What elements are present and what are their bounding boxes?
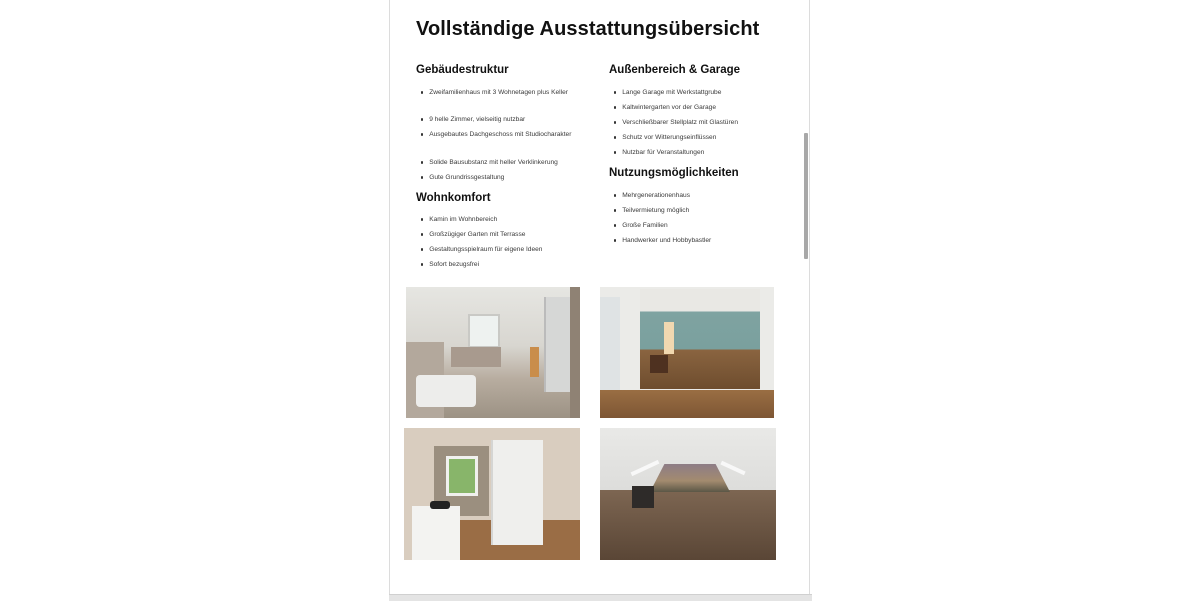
list-item: Große Familien — [613, 222, 668, 229]
bullet-icon — [614, 209, 616, 211]
list-item: Lange Garage mit Werkstattgrube — [613, 89, 721, 96]
bullet-icon — [614, 239, 616, 241]
scrollbar[interactable] — [804, 133, 808, 259]
list-item: Verschließbarer Stellplatz mit Glastüren — [613, 119, 738, 126]
photo-bathroom — [406, 287, 580, 418]
photo-bedroom — [404, 428, 580, 560]
heading-wohnkomfort: Wohnkomfort — [416, 192, 491, 204]
list-item: Nutzbar für Veranstaltungen — [613, 149, 704, 156]
list-item: Mehrgenerationenhaus — [613, 192, 690, 199]
list-item: Teilvermietung möglich — [613, 207, 689, 214]
page-title: Vollständige Ausstattungsübersicht — [416, 18, 760, 40]
list-item: Sofort bezugsfrei — [420, 261, 479, 268]
list-item: Zweifamilienhaus mit 3 Wohnetagen plus Keller — [420, 89, 568, 96]
bullet-icon — [614, 194, 616, 196]
list-item: Kamin im Wohnbereich — [420, 216, 497, 223]
photo-living-room — [600, 287, 774, 418]
bullet-icon — [421, 233, 423, 235]
list-item: Schutz vor Witterungseinflüssen — [613, 134, 716, 141]
bullet-icon — [614, 151, 616, 153]
bullet-icon — [614, 224, 616, 226]
list-item: Solide Bausubstanz mit heller Verklinkerung — [420, 159, 558, 166]
list-item: Handwerker und Hobbybastler — [613, 237, 711, 244]
bullet-icon — [614, 91, 616, 93]
heading-gebaeudestruktur: Gebäudestruktur — [416, 64, 509, 76]
bullet-icon — [421, 118, 423, 120]
bullet-icon — [421, 248, 423, 250]
bullet-icon — [421, 218, 423, 220]
bullet-icon — [421, 91, 423, 93]
list-item: Gute Grundrissgestaltung — [420, 174, 504, 181]
photo-attic-studio — [600, 428, 776, 560]
bullet-icon — [421, 161, 423, 163]
list-item: Ausgebautes Dachgeschoss mit Studiocharakter — [420, 131, 571, 138]
heading-nutzungsmoeglichkeiten: Nutzungsmöglichkeiten — [609, 167, 739, 179]
bullet-icon — [614, 106, 616, 108]
bullet-icon — [421, 263, 423, 265]
list-item: Großzügiger Garten mit Terrasse — [420, 231, 525, 238]
list-item: Gestaltungsspielraum für eigene Ideen — [420, 246, 542, 253]
list-item: 9 helle Zimmer, vielseitig nutzbar — [420, 116, 525, 123]
bullet-icon — [614, 136, 616, 138]
heading-aussenbereich: Außenbereich & Garage — [609, 64, 741, 76]
bullet-icon — [421, 176, 423, 178]
bullet-icon — [421, 133, 423, 135]
bullet-icon — [614, 121, 616, 123]
list-item: Kaltwintergarten vor der Garage — [613, 104, 716, 111]
